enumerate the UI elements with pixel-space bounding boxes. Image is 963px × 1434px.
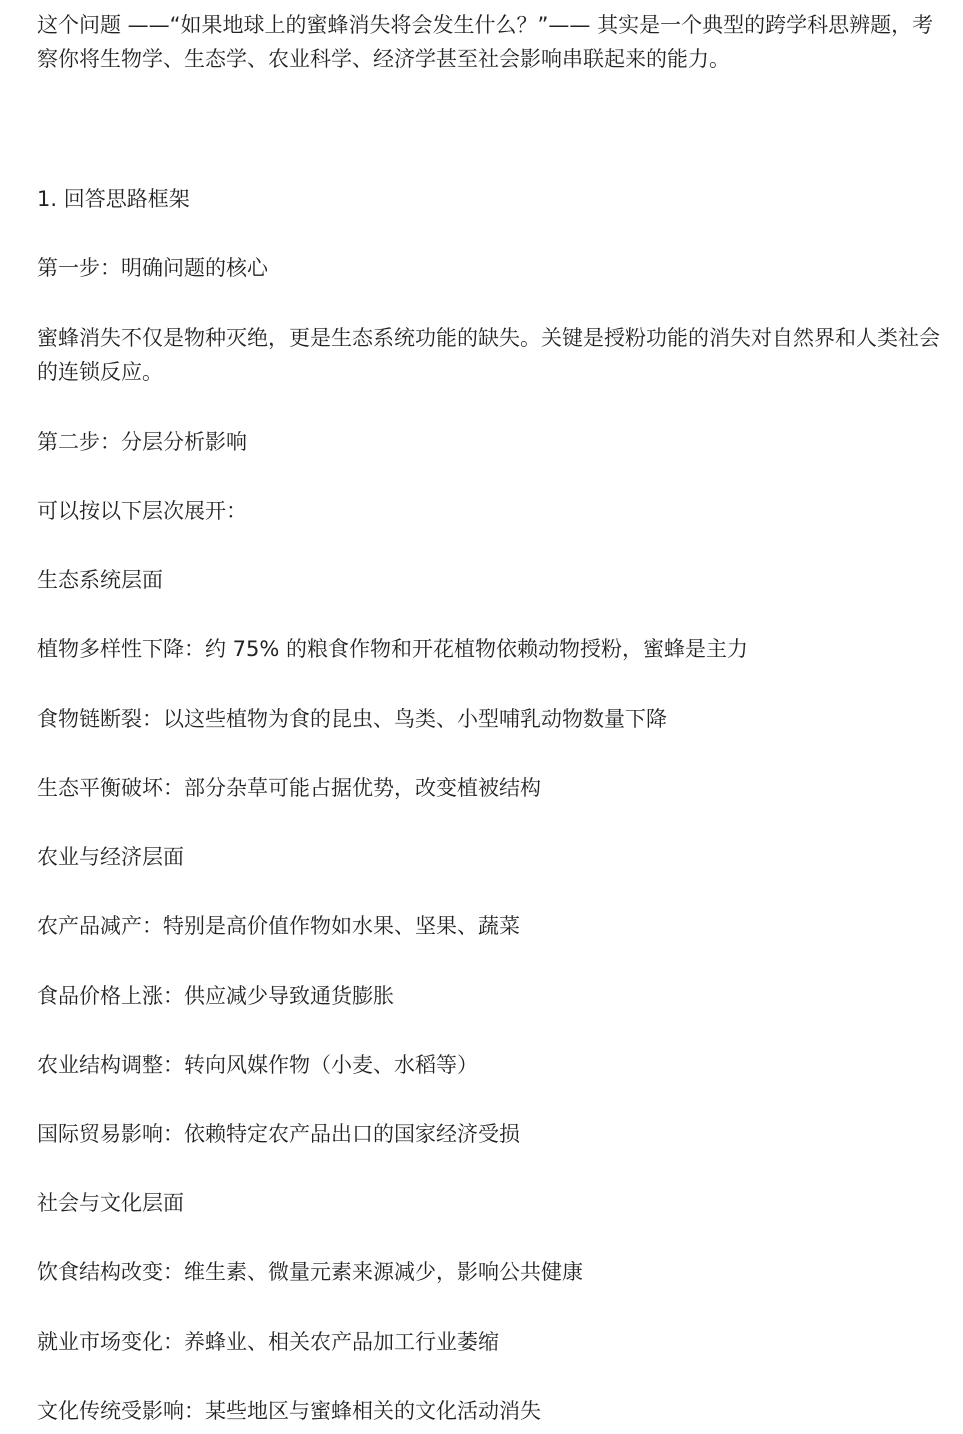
economy-item: 国际贸易影响：依赖特定农产品出口的国家经济受损 xyxy=(37,1122,520,1146)
economy-item: 农业结构调整：转向风媒作物（小麦、水稻等） xyxy=(37,1053,478,1077)
economy-title: 农业与经济层面 xyxy=(37,845,184,869)
economy-item: 食品价格上涨：供应减少导致通货膨胀 xyxy=(37,984,394,1008)
step2-lead: 可以按以下层次展开： xyxy=(37,499,247,523)
step1-title: 第一步：明确问题的核心 xyxy=(37,256,268,280)
section-heading: 1. 回答思路框架 xyxy=(37,187,190,211)
society-item: 饮食结构改变：维生素、微量元素来源减少，影响公共健康 xyxy=(37,1260,583,1284)
society-item: 就业市场变化：养蜂业、相关农产品加工行业萎缩 xyxy=(37,1330,499,1354)
society-item: 文化传统受影响：某些地区与蜜蜂相关的文化活动消失 xyxy=(37,1399,541,1423)
step2-title: 第二步：分层分析影响 xyxy=(37,430,247,454)
ecosystem-item: 食物链断裂：以这些植物为食的昆虫、鸟类、小型哺乳动物数量下降 xyxy=(37,707,667,731)
intro-paragraph: 这个问题 ——“如果地球上的蜜蜂消失将会发生什么？”—— 其实是一个典型的跨学科思辨题，考察你将生物学、生态学、农业科学、经济学甚至社会影响串联起来的能力。 xyxy=(37,13,934,71)
ecosystem-item: 生态平衡破坏：部分杂草可能占据优势，改变植被结构 xyxy=(37,776,541,800)
society-title: 社会与文化层面 xyxy=(37,1191,184,1215)
economy-item: 农产品减产：特别是高价值作物如水果、坚果、蔬菜 xyxy=(37,914,520,938)
ecosystem-item: 植物多样性下降：约 75% 的粮食作物和开花植物依赖动物授粉，蜜蜂是主力 xyxy=(37,637,749,661)
step1-text: 蜜蜂消失不仅是物种灭绝，更是生态系统功能的缺失。关键是授粉功能的消失对自然界和人类社会的连锁反应。 xyxy=(37,326,940,384)
ecosystem-title: 生态系统层面 xyxy=(37,568,163,592)
